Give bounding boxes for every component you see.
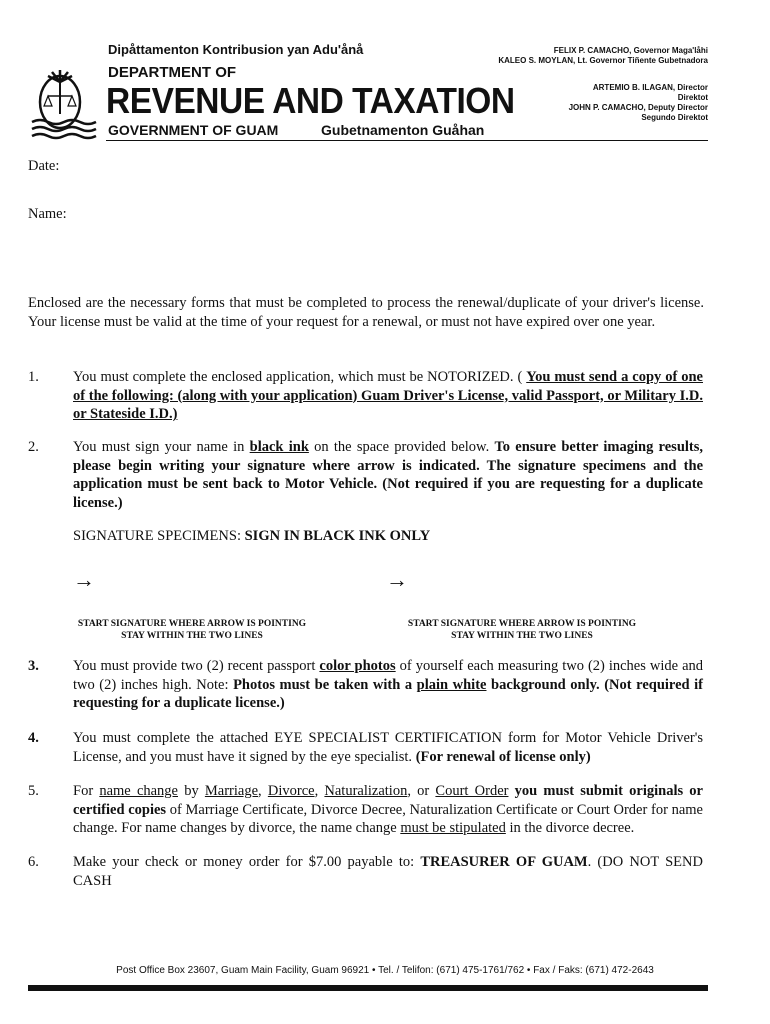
officials-governor-block — [498, 46, 708, 66]
official-lt-governor: KALEO S. MOYLAN, Lt. Governor Tiñente Gubetnadora — [498, 56, 708, 65]
official-director-local: Direktot — [677, 93, 708, 102]
official-deputy-director: JOHN P. CAMACHO, Deputy Director — [568, 103, 708, 112]
item-1-text: You must complete the enclosed application, which must be NOTORIZED. ( You must send a copy of one of the following: (along with your application) Guam Driver's License, valid Passport, or Military I.D. or Stateside I.D.) — [73, 369, 703, 422]
agency-name-local: Dipåttamenton Kontribusion yan Adu'ånå — [108, 42, 364, 57]
item-3-text: You must provide two (2) recent passport color photos of yourself each measuring two (2) inches wide and two (2) inches high. Note: Photos must be taken with a plain white background only. (Not required if requesting for a duplicate license.) — [73, 658, 704, 711]
name-label: Name: — [28, 206, 67, 222]
signature-note-right: START SIGNATURE WHERE ARROW IS POINTING STAY WITHIN THE TWO LINES — [407, 619, 637, 641]
signature-note-left: START SIGNATURE WHERE ARROW IS POINTING STAY WITHIN THE TWO LINES — [77, 619, 307, 641]
item-2-number: 2. — [28, 439, 39, 455]
item-6-number: 6. — [28, 854, 39, 870]
department-title: REVENUE AND TAXATION — [106, 80, 515, 121]
official-governor: FELIX P. CAMACHO, Governor Maga'låhi — [553, 46, 708, 55]
item-4-number: 4. — [28, 730, 39, 746]
item-5-number: 5. — [28, 783, 39, 799]
official-director: ARTEMIO B. ILAGAN, Director — [592, 83, 708, 92]
footer-contact: Post Office Box 23607, Guam Main Facility, Guam 96921 • Tel. / Telifon: (671) 475-1761/762 • Fax / Faks: (671) 472-2643 — [116, 965, 654, 976]
item-4-text: You must complete the attached EYE SPECIALIST CERTIFICATION form for Motor Vehicle Driver's License, and you must have it signed by the eye specialist. (For renewal of license only) — [73, 730, 703, 765]
officials-director-block — [569, 83, 708, 123]
item-2-text: You must sign your name in black ink on the space provided below. To ensure better imaging results, please begin writing your signature where arrow is indicated. The signature specimens and the application must be sent back to Motor Vehicle. (Not required if you are requesting for a duplicate license.) — [73, 439, 704, 511]
department-of-label: DEPARTMENT OF — [108, 64, 237, 81]
footer-bar — [28, 985, 708, 991]
government-label: GOVERNMENT OF GUAM — [108, 122, 279, 138]
intro-paragraph: Enclosed are the necessary forms that must be completed to process the renewal/duplicate of your driver's license. Your license must be valid at the time of your request for a renewal, or must not have expired over one year. — [28, 295, 704, 330]
item-5-text: For name change by Marriage, Divorce, Naturalization, or Court Order you must submit originals or certified copies of Marriage Certificate, Divorce Decree, Naturalization Certificate or Court Order for name change. For name changes by divorce, the name change must be stipulated in the divorce decree. — [73, 783, 703, 836]
signature-arrow-right-icon: → — [386, 567, 408, 592]
signature-specimens-label: SIGNATURE SPECIMENS: SIGN IN BLACK INK ONLY — [73, 528, 431, 544]
item-3-number: 3. — [28, 658, 39, 674]
guam-seal-logo — [28, 62, 98, 142]
official-deputy-director-local: Segundo Direktot — [641, 113, 708, 122]
signature-arrow-left-icon: → — [73, 567, 95, 592]
date-label: Date: — [28, 158, 60, 174]
government-label-local: Gubetnamenton Guåhan — [321, 122, 485, 138]
item-1-number: 1. — [28, 369, 39, 385]
item-6-text: Make your check or money order for $7.00 payable to: TREASURER OF GUAM. (DO NOT SEND CASH — [73, 854, 703, 889]
header-divider — [106, 140, 708, 141]
